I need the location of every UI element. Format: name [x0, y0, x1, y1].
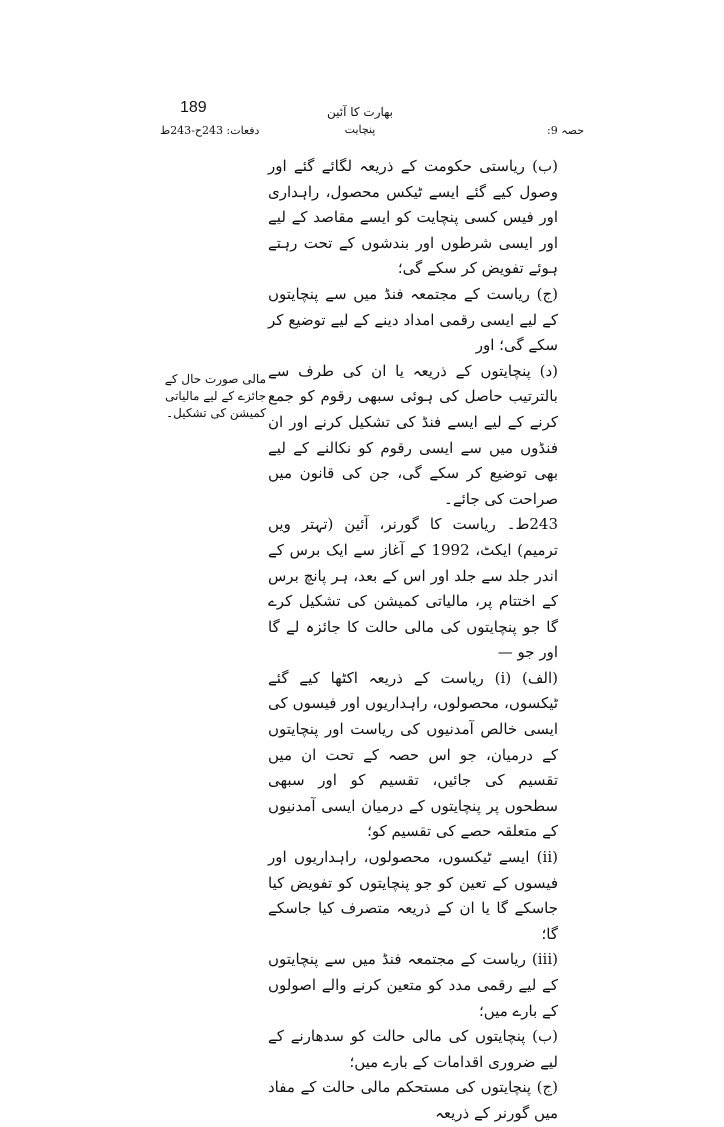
clause-a-i: (الف) (i) ریاست کے ذریعہ اکٹھا کیے گئے ٹیکسوں، محصولوں، راہداریوں اور فیسوں کی ایسی خالص آمدنیوں کی ریاست اور پنچایتوں کے درمیان، جو اس حصہ کے تحت ان میں تقسیم کی جائیں، تقسیم کو اور سبھی سطحوں پر پنچایتوں کے درمیان ایسی آمدنیوں کے متعلقہ حصے کی تقسیم کو؛ — [268, 668, 558, 841]
paragraph-c: (ج) ریاست کے مجتمعہ فنڈ میں سے پنچایتوں کے لیے ایسی رقمی امداد دینے کے لیے توضیع کر سکے گی؛ اور — [268, 284, 558, 355]
side-note: مالی صورت حال کے جائزے کے لیے مالیاتی کمیشن کی تشکیل۔ — [164, 372, 266, 420]
clause-a-iii: (iii) ریاست کے مجتمعہ فنڈ میں سے پنچایتوں کے لیے رقمی مدد کو متعین کرنے والے اصولوں کے بارے میں؛ — [268, 950, 558, 1020]
paragraph-d: (د) پنچایتوں کے ذریعہ یا ان کی طرف سے بالترتیب حاصل کی ہوئی سبھی رقوم کو جمع کرنے کے لیے ایسے فنڈ کی تشکیل کرنے اور ان فنڈوں میں سے ایسی رقوم کو نکالنے کے لیے بھی توضیع کر سکے گی، جن کی قانون میں صراحت کی جائے۔ — [268, 361, 558, 508]
clause-b: (ب) پنچایتوں کی مالی حالت کو سدھارنے کے لیے ضروری اقدامات کے بارے میں؛ — [268, 1027, 558, 1071]
section-243i: 243ط۔ ریاست کا گورنر، آئین (تہتر ویں ترمیم) ایکٹ، 1992 کے آغاز سے ایک برس کے اندر جلد سے جلد اور اس کے بعد، ہر پانچ برس کے اختتام پر، مالیاتی کمیشن کی تشکیل کرے گا جو پنچایتوں کی مالی حالت کا جائزہ لے گا اور جو — — [268, 515, 558, 662]
chapter-title: پنچایت — [344, 123, 376, 136]
page-number: 189 — [180, 99, 207, 116]
section-range: دفعات: 243ح-243ط — [160, 124, 260, 137]
paragraph-b: (ب) ریاستی حکومت کے ذریعہ لگائے گئے اور وصول کیے گئے ایسے ٹیکس محصول، راہداری اور فیس کسی پنچایت کو ایسے مقاصد کے لیے اور ایسی شرطوں اور بندشوں کے تحت رہتے ہوئے تفویض کر سکے گی؛ — [268, 157, 558, 278]
part-label: حصہ 9: — [547, 124, 584, 137]
book-title: بھارت کا آئین — [326, 105, 394, 119]
clause-c: (ج) پنچایتوں کی مستحکم مالی حالت کے مفاد میں گورنر کے ذریعہ — [268, 1078, 558, 1122]
clause-a-ii: (ii) ایسے ٹیکسوں، محصولوں، راہداریوں اور فیسوں کے تعین کو جو پنچایتوں کو تفویض کیا جاسکے گا یا ان کے ذریعہ متصرف کیا جاسکے گا؛ — [268, 848, 558, 943]
body-text — [268, 154, 558, 1127]
